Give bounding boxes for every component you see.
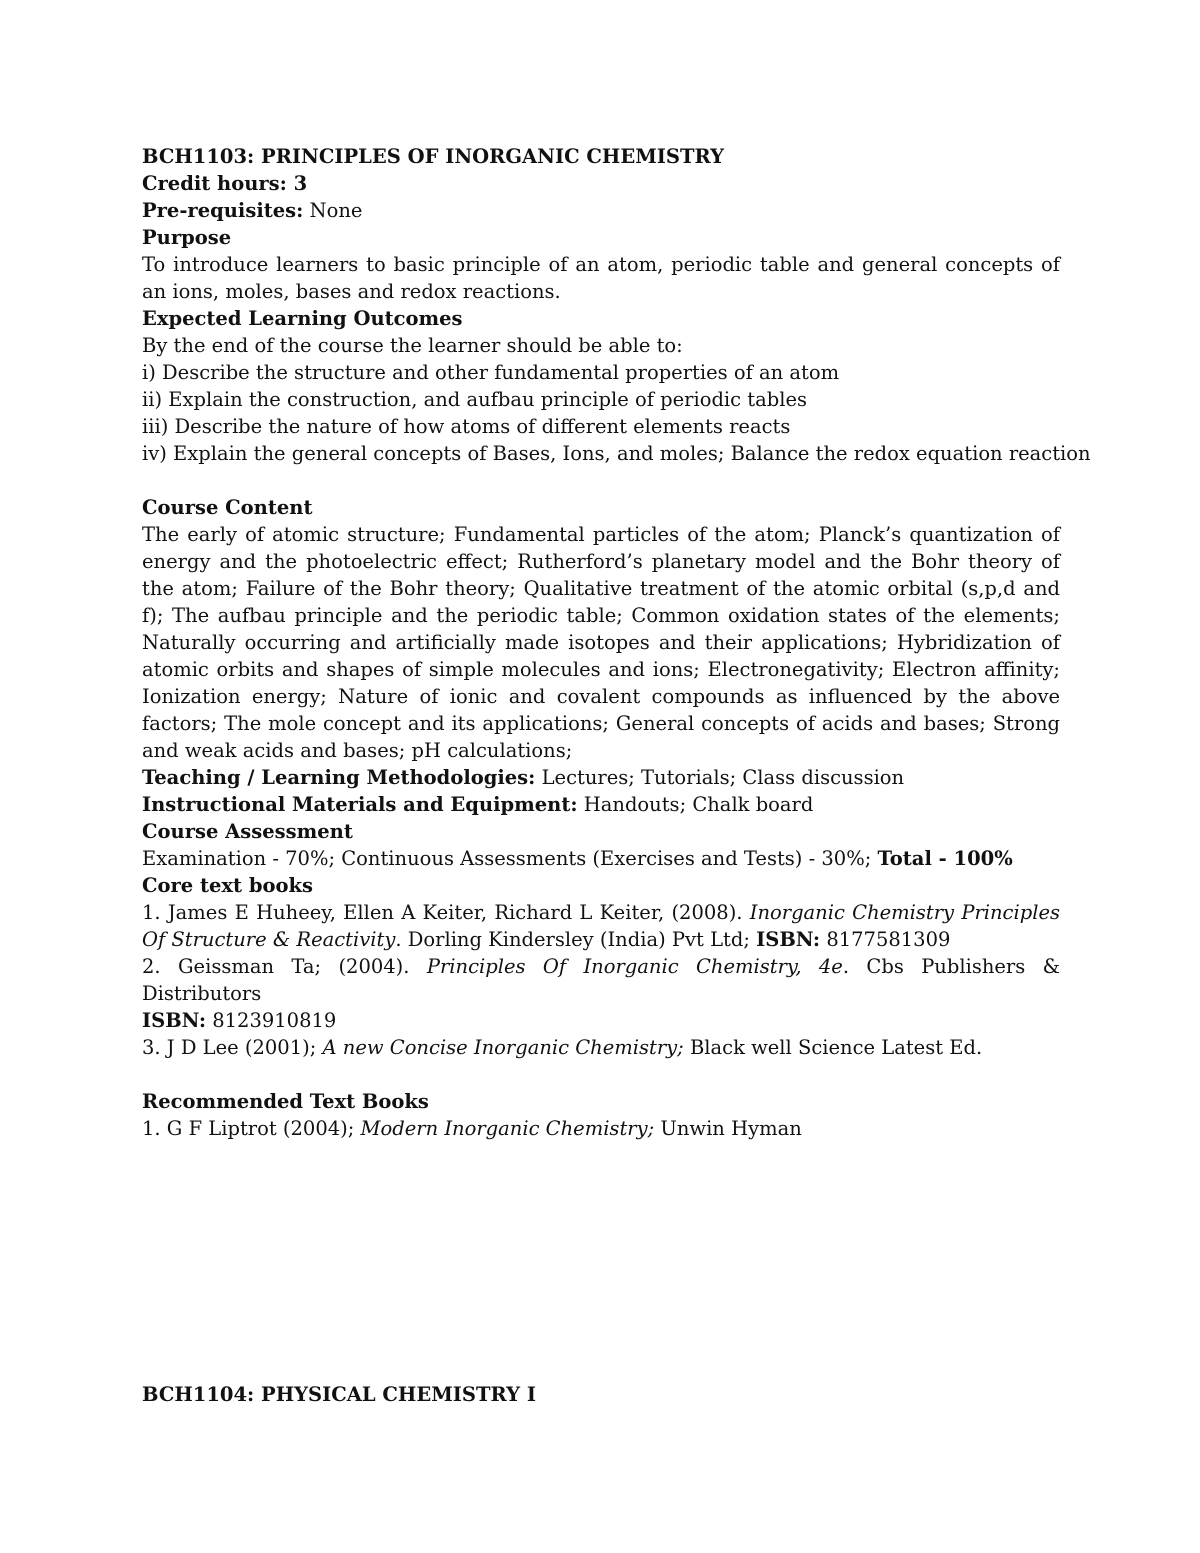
core-book-3 bbox=[142, 1034, 1060, 1061]
prerequisites bbox=[142, 197, 1060, 224]
book-prefix: 1. G F Liptrot (2004); bbox=[142, 1117, 355, 1140]
book-publisher: Black well Science Latest Ed. bbox=[689, 1036, 983, 1059]
credit-hours: Credit hours: 3 bbox=[142, 172, 308, 195]
teaching-label: Teaching / Learning Methodologies: bbox=[142, 766, 536, 789]
content-text: The early of atomic structure; Fundamental particles of the atom; Planck’s quantization of energy and the photoelectric effect; Rutherford’s planetary model and the Bohr theory of the atom; Failure of the Bohr theory; Qualitative treatment of the atomic orbital (s,p,d and f); The aufbau principle and the periodic table; Common oxidation states of the elements; Naturally occurring and artificially made isotopes and their applications; Hybridization of atomic orbits and shapes of simple molecules and ions; Electronegativity; Electron affinity; Ionization energy; Nature of ionic and covalent compounds as influenced by the above factors; The mole concept and its applications; General concepts of acids and bases; Strong and weak acids and bases; pH calculations; bbox=[142, 523, 1060, 762]
assessment-total: Total - 100% bbox=[877, 847, 1013, 870]
course-document bbox=[142, 143, 1091, 1142]
outcomes-intro: By the end of the course the learner should be able to: bbox=[142, 334, 683, 357]
content-heading: Course Content bbox=[142, 496, 313, 519]
teaching-methods bbox=[142, 764, 1060, 791]
materials-value: Handouts; Chalk board bbox=[583, 793, 814, 816]
assessment-heading: Course Assessment bbox=[142, 820, 353, 843]
prereq-label: Pre-requisites: bbox=[142, 199, 304, 222]
book-publisher: . Cbs Publishers & Distributors bbox=[142, 955, 1060, 1005]
core-book-1 bbox=[142, 899, 1060, 953]
isbn-value: 8177581309 bbox=[826, 928, 951, 951]
assessment-breakdown: Examination - 70%; Continuous Assessments (Exercises and Tests) - 30%; bbox=[142, 847, 872, 870]
isbn-value: 8123910819 bbox=[212, 1009, 337, 1032]
book-title: Modern Inorganic Chemistry; bbox=[360, 1117, 655, 1140]
book-title: Principles Of Inorganic Chemistry, 4e bbox=[426, 955, 843, 978]
core-books-heading: Core text books bbox=[142, 874, 313, 897]
isbn-label: ISBN: bbox=[142, 1009, 207, 1032]
recommended-book-1 bbox=[142, 1115, 1060, 1142]
book-prefix: 2. Geissman Ta; (2004). bbox=[142, 955, 410, 978]
outcome-item: iv) Explain the general concepts of Bases, Ions, and moles; Balance the redox equation reaction bbox=[142, 442, 1091, 465]
assessment-text bbox=[142, 845, 1060, 872]
book-title: Inorganic Chemistry Principles Of Structure & Reactivity bbox=[142, 901, 1060, 951]
course-title: BCH1103: PRINCIPLES OF INORGANIC CHEMISTRY bbox=[142, 145, 725, 168]
book-publisher: . Dorling Kindersley (India) Pvt Ltd; bbox=[395, 928, 750, 951]
spacer bbox=[142, 467, 1060, 494]
purpose-text: To introduce learners to basic principle of an atom, periodic table and general concepts of an ions, moles, bases and redox reactions. bbox=[142, 253, 1060, 303]
outcome-item: ii) Explain the construction, and aufbau principle of periodic tables bbox=[142, 388, 808, 411]
isbn-label: ISBN: bbox=[756, 928, 821, 951]
outcomes-heading: Expected Learning Outcomes bbox=[142, 307, 463, 330]
book-prefix: 1. James E Huheey, Ellen A Keiter, Richard L Keiter, (2008). bbox=[142, 901, 743, 924]
teaching-value: Lectures; Tutorials; Class discussion bbox=[541, 766, 905, 789]
instructional-materials bbox=[142, 791, 1060, 818]
materials-label: Instructional Materials and Equipment: bbox=[142, 793, 578, 816]
recommended-books-heading: Recommended Text Books bbox=[142, 1090, 429, 1113]
book-title: A new Concise Inorganic Chemistry; bbox=[322, 1036, 684, 1059]
purpose-heading: Purpose bbox=[142, 226, 232, 249]
prereq-value: None bbox=[309, 199, 363, 222]
outcome-item: iii) Describe the nature of how atoms of different elements reacts bbox=[142, 415, 791, 438]
spacer bbox=[142, 1061, 1060, 1088]
book-publisher: Unwin Hyman bbox=[660, 1117, 802, 1140]
book-prefix: 3. J D Lee (2001); bbox=[142, 1036, 317, 1059]
next-course-title: BCH1104: PHYSICAL CHEMISTRY I bbox=[142, 1382, 536, 1406]
outcome-item: i) Describe the structure and other fundamental properties of an atom bbox=[142, 361, 840, 384]
core-book-2 bbox=[142, 953, 1060, 1034]
